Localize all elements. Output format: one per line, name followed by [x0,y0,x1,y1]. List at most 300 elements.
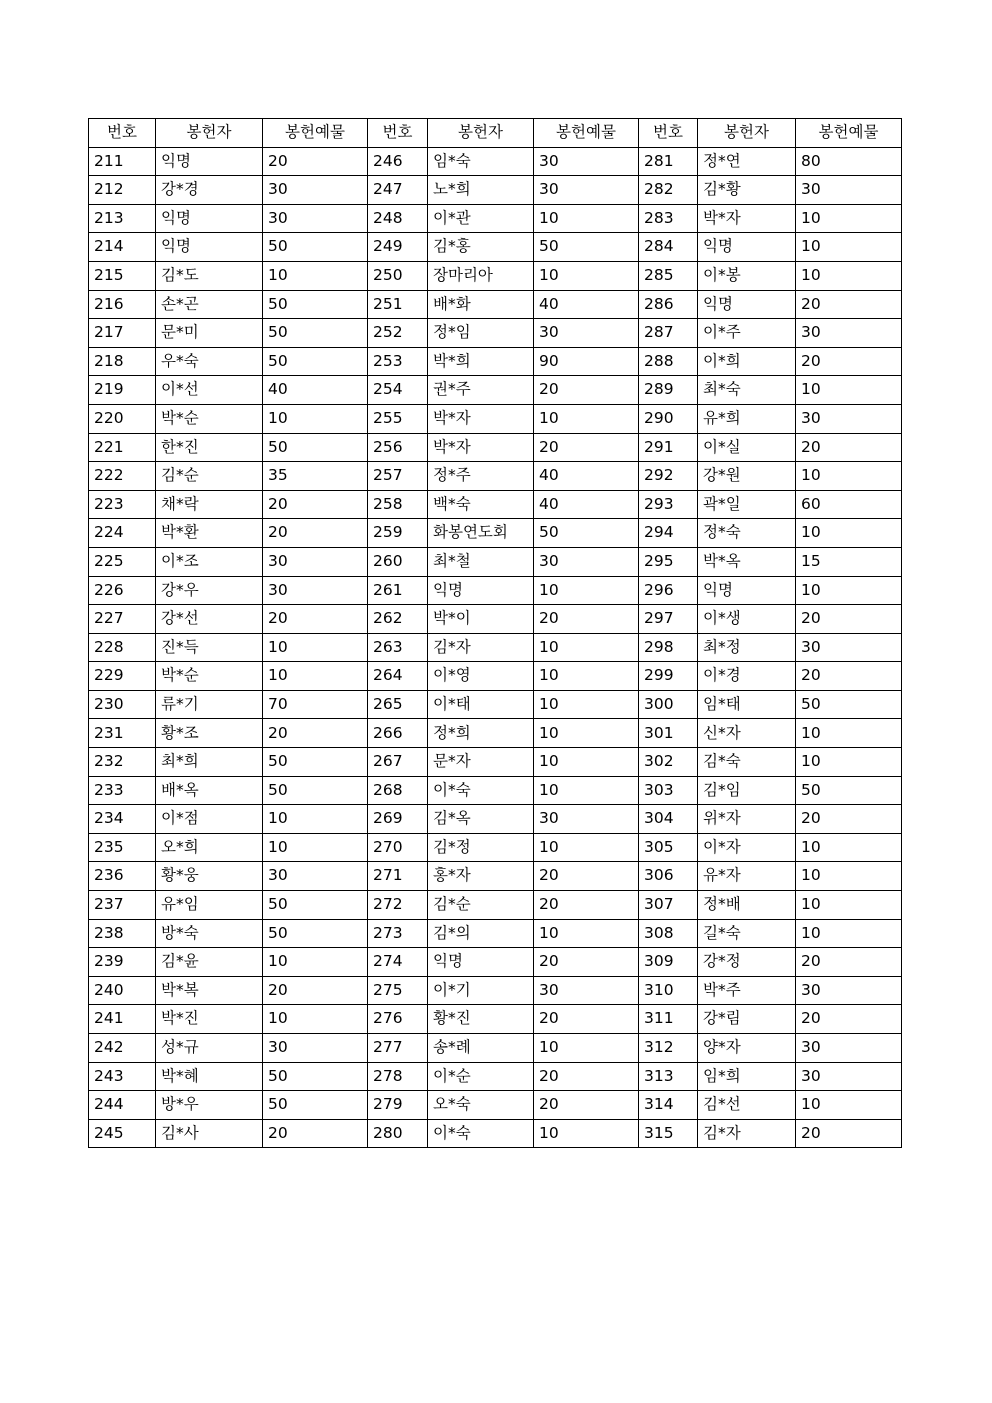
cell-amount: 50 [263,347,368,376]
cell-no: 218 [89,347,156,376]
cell-amount: 10 [796,204,902,233]
cell-amount: 10 [534,1034,639,1063]
cell-amount: 20 [796,433,902,462]
cell-donor: 배*옥 [156,776,263,805]
cell-amount: 50 [263,1091,368,1120]
cell-donor: 김*순 [156,462,263,491]
cell-amount: 20 [534,1005,639,1034]
cell-amount: 30 [263,547,368,576]
cell-donor: 김*홍 [428,233,534,262]
cell-amount: 10 [534,748,639,777]
cell-no: 312 [639,1034,698,1063]
cell-no: 220 [89,404,156,433]
cell-amount: 10 [534,1119,639,1148]
cell-no: 284 [639,233,698,262]
cell-amount: 10 [796,376,902,405]
cell-no: 254 [368,376,428,405]
cell-donor: 김*정 [428,833,534,862]
cell-donor: 김*옥 [428,805,534,834]
cell-amount: 50 [263,891,368,920]
cell-amount: 30 [263,1034,368,1063]
cell-amount: 20 [534,605,639,634]
cell-amount: 10 [263,662,368,691]
cell-amount: 10 [796,748,902,777]
cell-amount: 30 [534,147,639,176]
cell-donor: 김*도 [156,261,263,290]
cell-amount: 30 [263,862,368,891]
cell-donor: 채*락 [156,490,263,519]
cell-donor: 정*숙 [698,519,796,548]
cell-donor: 양*자 [698,1034,796,1063]
cell-no: 217 [89,319,156,348]
cell-no: 267 [368,748,428,777]
cell-amount: 20 [263,147,368,176]
cell-donor: 김*자 [698,1119,796,1148]
cell-no: 225 [89,547,156,576]
cell-no: 263 [368,633,428,662]
cell-no: 229 [89,662,156,691]
cell-amount: 10 [796,1091,902,1120]
cell-donor: 길*숙 [698,919,796,948]
cell-amount: 30 [263,576,368,605]
cell-amount: 10 [534,204,639,233]
cell-amount: 20 [534,433,639,462]
cell-no: 214 [89,233,156,262]
cell-donor: 성*규 [156,1034,263,1063]
cell-donor: 배*화 [428,290,534,319]
cell-donor: 박*환 [156,519,263,548]
cell-amount: 10 [534,633,639,662]
cell-no: 211 [89,147,156,176]
cell-no: 306 [639,862,698,891]
column-header-no-3: 번호 [639,119,698,148]
cell-amount: 30 [263,176,368,205]
cell-donor: 황*진 [428,1005,534,1034]
cell-no: 291 [639,433,698,462]
cell-amount: 30 [534,319,639,348]
table-row [89,547,902,576]
cell-donor: 강*정 [698,948,796,977]
cell-donor: 익명 [156,204,263,233]
cell-amount: 15 [796,547,902,576]
cell-donor: 한*진 [156,433,263,462]
cell-no: 295 [639,547,698,576]
table-row [89,1119,902,1148]
table-row [89,1034,902,1063]
cell-no: 305 [639,833,698,862]
cell-amount: 30 [534,176,639,205]
table-row [89,1005,902,1034]
cell-amount: 20 [534,376,639,405]
cell-amount: 20 [263,976,368,1005]
cell-amount: 20 [796,948,902,977]
table-row [89,319,902,348]
cell-donor: 박*자 [428,404,534,433]
cell-no: 309 [639,948,698,977]
cell-donor: 유*자 [698,862,796,891]
cell-amount: 10 [263,633,368,662]
cell-no: 302 [639,748,698,777]
cell-no: 276 [368,1005,428,1034]
cell-amount: 10 [263,1005,368,1034]
cell-donor: 진*득 [156,633,263,662]
cell-no: 279 [368,1091,428,1120]
cell-amount: 50 [796,776,902,805]
cell-donor: 정*연 [698,147,796,176]
cell-no: 282 [639,176,698,205]
cell-donor: 박*자 [698,204,796,233]
cell-amount: 20 [796,290,902,319]
cell-no: 258 [368,490,428,519]
cell-donor: 류*기 [156,690,263,719]
cell-no: 230 [89,690,156,719]
cell-no: 270 [368,833,428,862]
table-body [89,147,902,1148]
cell-no: 278 [368,1062,428,1091]
cell-donor: 박*자 [428,433,534,462]
cell-no: 232 [89,748,156,777]
table-row [89,519,902,548]
cell-donor: 이*선 [156,376,263,405]
cell-amount: 20 [263,605,368,634]
cell-donor: 장마리아 [428,261,534,290]
cell-amount: 10 [796,462,902,491]
table-row [89,261,902,290]
table-row [89,204,902,233]
column-header-amount-3: 봉헌예물 [796,119,902,148]
cell-no: 290 [639,404,698,433]
cell-no: 260 [368,547,428,576]
cell-donor: 김*숙 [698,748,796,777]
cell-no: 280 [368,1119,428,1148]
cell-donor: 김*순 [428,891,534,920]
cell-no: 262 [368,605,428,634]
cell-amount: 60 [796,490,902,519]
cell-no: 269 [368,805,428,834]
cell-no: 285 [639,261,698,290]
column-header-donor-2: 봉헌자 [428,119,534,148]
cell-amount: 50 [263,233,368,262]
cell-no: 249 [368,233,428,262]
cell-amount: 40 [263,376,368,405]
cell-no: 234 [89,805,156,834]
cell-amount: 50 [263,319,368,348]
cell-donor: 유*희 [698,404,796,433]
cell-amount: 30 [263,204,368,233]
cell-amount: 35 [263,462,368,491]
cell-donor: 임*희 [698,1062,796,1091]
cell-amount: 50 [534,519,639,548]
cell-donor: 이*점 [156,805,263,834]
cell-no: 296 [639,576,698,605]
cell-amount: 10 [263,404,368,433]
cell-amount: 20 [263,490,368,519]
cell-amount: 30 [796,319,902,348]
table-row [89,290,902,319]
cell-amount: 10 [534,662,639,691]
cell-no: 268 [368,776,428,805]
cell-amount: 10 [796,891,902,920]
cell-amount: 20 [796,805,902,834]
cell-amount: 20 [534,1091,639,1120]
cell-donor: 익명 [156,233,263,262]
cell-amount: 20 [263,719,368,748]
table-row [89,433,902,462]
cell-no: 281 [639,147,698,176]
cell-no: 288 [639,347,698,376]
cell-no: 244 [89,1091,156,1120]
cell-donor: 이*관 [428,204,534,233]
cell-donor: 이*실 [698,433,796,462]
cell-amount: 50 [796,690,902,719]
cell-no: 293 [639,490,698,519]
cell-no: 221 [89,433,156,462]
cell-amount: 10 [796,862,902,891]
cell-donor: 오*희 [156,833,263,862]
cell-amount: 20 [263,519,368,548]
cell-donor: 임*숙 [428,147,534,176]
cell-donor: 김*임 [698,776,796,805]
cell-amount: 20 [796,1119,902,1148]
cell-donor: 김*자 [428,633,534,662]
cell-donor: 문*미 [156,319,263,348]
cell-amount: 20 [534,891,639,920]
cell-no: 311 [639,1005,698,1034]
cell-donor: 손*곤 [156,290,263,319]
cell-amount: 50 [263,290,368,319]
cell-donor: 익명 [698,576,796,605]
cell-amount: 30 [796,976,902,1005]
cell-no: 228 [89,633,156,662]
cell-donor: 김*선 [698,1091,796,1120]
table-row [89,490,902,519]
column-header-amount-1: 봉헌예물 [263,119,368,148]
cell-no: 227 [89,605,156,634]
cell-no: 242 [89,1034,156,1063]
cell-donor: 박*희 [428,347,534,376]
cell-donor: 정*희 [428,719,534,748]
cell-no: 233 [89,776,156,805]
cell-no: 264 [368,662,428,691]
cell-donor: 방*숙 [156,919,263,948]
cell-donor: 박*이 [428,605,534,634]
table-header [89,119,902,148]
cell-amount: 20 [796,1005,902,1034]
table-row [89,690,902,719]
column-header-donor-1: 봉헌자 [156,119,263,148]
cell-donor: 이*생 [698,605,796,634]
column-header-donor-3: 봉헌자 [698,119,796,148]
cell-amount: 10 [263,261,368,290]
table-row [89,1091,902,1120]
cell-amount: 30 [534,547,639,576]
cell-no: 212 [89,176,156,205]
cell-no: 243 [89,1062,156,1091]
cell-no: 277 [368,1034,428,1063]
table-row [89,719,902,748]
cell-donor: 정*배 [698,891,796,920]
cell-donor: 강*선 [156,605,263,634]
cell-amount: 20 [534,862,639,891]
cell-no: 213 [89,204,156,233]
cell-donor: 김*황 [698,176,796,205]
cell-amount: 10 [796,576,902,605]
cell-no: 240 [89,976,156,1005]
cell-no: 274 [368,948,428,977]
table-row [89,176,902,205]
cell-no: 255 [368,404,428,433]
cell-amount: 10 [796,833,902,862]
cell-donor: 박*순 [156,662,263,691]
cell-amount: 50 [263,919,368,948]
cell-donor: 이*숙 [428,1119,534,1148]
cell-no: 216 [89,290,156,319]
cell-no: 294 [639,519,698,548]
cell-no: 223 [89,490,156,519]
cell-donor: 이*희 [698,347,796,376]
cell-no: 315 [639,1119,698,1148]
cell-amount: 90 [534,347,639,376]
cell-donor: 이*자 [698,833,796,862]
cell-no: 238 [89,919,156,948]
cell-donor: 곽*일 [698,490,796,519]
cell-donor: 김*사 [156,1119,263,1148]
table-row [89,862,902,891]
cell-donor: 황*웅 [156,862,263,891]
cell-amount: 10 [796,919,902,948]
cell-donor: 정*주 [428,462,534,491]
cell-no: 313 [639,1062,698,1091]
cell-no: 239 [89,948,156,977]
cell-amount: 10 [534,690,639,719]
cell-amount: 40 [534,290,639,319]
cell-amount: 80 [796,147,902,176]
cell-no: 248 [368,204,428,233]
cell-no: 297 [639,605,698,634]
cell-donor: 익명 [428,948,534,977]
cell-no: 241 [89,1005,156,1034]
table-row [89,605,902,634]
cell-donor: 화봉연도회 [428,519,534,548]
cell-donor: 백*숙 [428,490,534,519]
cell-no: 272 [368,891,428,920]
cell-amount: 20 [796,347,902,376]
table-row [89,147,902,176]
cell-no: 303 [639,776,698,805]
cell-no: 250 [368,261,428,290]
cell-donor: 정*임 [428,319,534,348]
cell-donor: 박*복 [156,976,263,1005]
cell-no: 299 [639,662,698,691]
cell-amount: 50 [263,433,368,462]
cell-amount: 10 [534,404,639,433]
cell-no: 251 [368,290,428,319]
cell-donor: 이*기 [428,976,534,1005]
cell-amount: 10 [796,233,902,262]
cell-amount: 10 [534,919,639,948]
cell-amount: 10 [534,261,639,290]
cell-donor: 위*자 [698,805,796,834]
cell-donor: 박*주 [698,976,796,1005]
cell-donor: 박*옥 [698,547,796,576]
cell-donor: 임*태 [698,690,796,719]
cell-donor: 이*경 [698,662,796,691]
cell-donor: 이*순 [428,1062,534,1091]
cell-donor: 강*원 [698,462,796,491]
table-row [89,976,902,1005]
table-row [89,376,902,405]
cell-amount: 50 [263,748,368,777]
cell-donor: 익명 [428,576,534,605]
table-row [89,833,902,862]
cell-amount: 10 [796,261,902,290]
cell-amount: 10 [796,519,902,548]
cell-amount: 40 [534,490,639,519]
cell-no: 219 [89,376,156,405]
cell-no: 247 [368,176,428,205]
cell-amount: 30 [796,176,902,205]
cell-no: 252 [368,319,428,348]
cell-no: 261 [368,576,428,605]
cell-no: 237 [89,891,156,920]
cell-no: 256 [368,433,428,462]
cell-amount: 70 [263,690,368,719]
cell-no: 245 [89,1119,156,1148]
cell-amount: 10 [263,833,368,862]
cell-donor: 이*숙 [428,776,534,805]
cell-no: 308 [639,919,698,948]
cell-no: 286 [639,290,698,319]
cell-amount: 20 [534,948,639,977]
cell-no: 314 [639,1091,698,1120]
cell-no: 222 [89,462,156,491]
cell-no: 266 [368,719,428,748]
cell-amount: 30 [534,976,639,1005]
cell-no: 236 [89,862,156,891]
cell-no: 215 [89,261,156,290]
cell-no: 283 [639,204,698,233]
table-row [89,404,902,433]
cell-amount: 20 [263,1119,368,1148]
cell-amount: 10 [534,776,639,805]
cell-no: 253 [368,347,428,376]
cell-donor: 이*주 [698,319,796,348]
table-row [89,891,902,920]
cell-amount: 30 [534,805,639,834]
table-row [89,1062,902,1091]
cell-no: 246 [368,147,428,176]
cell-no: 310 [639,976,698,1005]
cell-no: 224 [89,519,156,548]
offering-list-table [88,118,902,1148]
cell-donor: 황*조 [156,719,263,748]
cell-donor: 문*자 [428,748,534,777]
cell-donor: 박*혜 [156,1062,263,1091]
cell-no: 304 [639,805,698,834]
cell-donor: 최*희 [156,748,263,777]
cell-donor: 강*림 [698,1005,796,1034]
cell-no: 292 [639,462,698,491]
cell-amount: 20 [796,605,902,634]
cell-no: 226 [89,576,156,605]
header-row [89,119,902,148]
column-header-no-2: 번호 [368,119,428,148]
column-header-no-1: 번호 [89,119,156,148]
cell-donor: 이*조 [156,547,263,576]
cell-amount: 50 [263,776,368,805]
cell-no: 271 [368,862,428,891]
table-row [89,233,902,262]
